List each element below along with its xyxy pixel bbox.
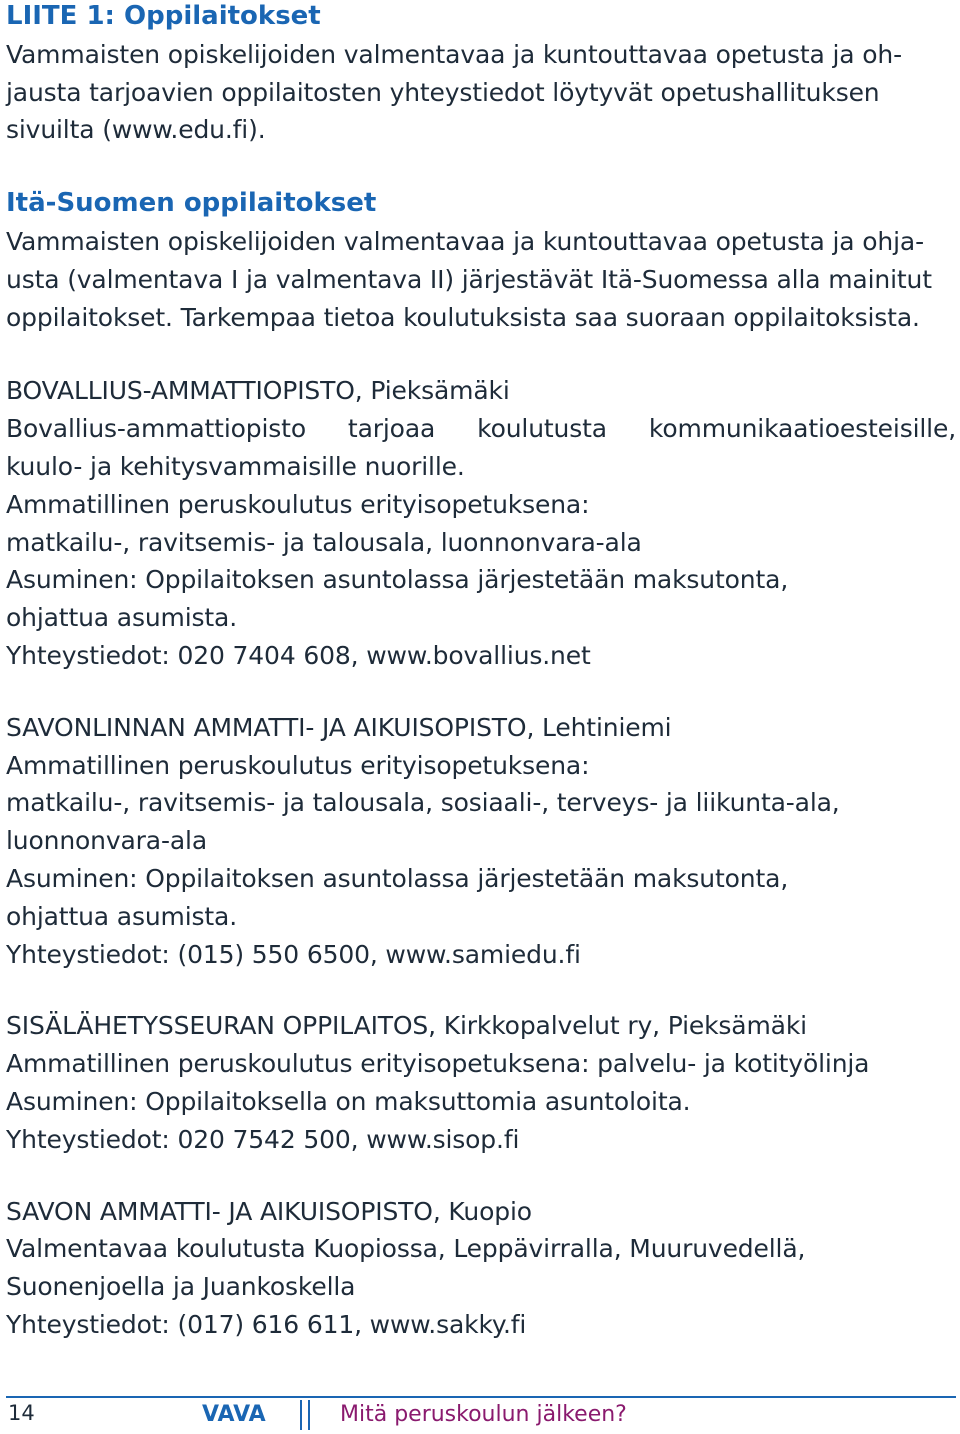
school-block-sisalahetysseura (6, 1007, 956, 1158)
footer-divider (300, 1400, 302, 1430)
region-line-2: usta (valmentava I ja valmentava II) järjestävät Itä-Suomessa alla mainitut (6, 264, 932, 294)
spacer (6, 336, 956, 372)
school-line: Suonenjoella ja Juankoskella (6, 1272, 356, 1302)
school-line: ohjattua asumista. (6, 901, 238, 931)
footer-divider (308, 1400, 310, 1430)
school-line: Bovallius-ammattiopisto tarjoaa koulutusta kommunikaatioesteisille, (6, 414, 956, 444)
school-contact: Yhteystiedot: 020 7404 608, www.bovallius.net (6, 640, 591, 670)
school-name: SISÄLÄHETYSSEURAN OPPILAITOS, Kirkkopalvelut ry, Pieksämäki (6, 1011, 807, 1041)
footer-subtitle: Mitä peruskoulun jälkeen? (340, 1402, 627, 1427)
school-name: SAVONLINNAN AMMATTI- JA AIKUISOPISTO, Lehtiniemi (6, 712, 672, 742)
school-line: Ammatillinen peruskoulutus erityisopetuksena: palvelu- ja kotityölinja (6, 1049, 870, 1079)
school-line: matkailu-, ravitsemis- ja talousala, sosiaali-, terveys- ja liikunta-ala, (6, 788, 840, 818)
school-line: Asuminen: Oppilaitoksella on maksuttomia asuntoloita. (6, 1086, 691, 1116)
spacer (6, 675, 956, 709)
document-page (6, 0, 956, 1344)
intro-line-3: sivuilta (www.edu.fi). (6, 115, 266, 145)
school-line: Asuminen: Oppilaitoksen asuntolassa järjestetään maksutonta, (6, 863, 789, 893)
school-contact: Yhteystiedot: (017) 616 611, www.sakky.fi (6, 1309, 527, 1339)
page-footer (0, 1396, 960, 1434)
school-line: Valmentavaa koulutusta Kuopiossa, Leppävirralla, Muuruvedellä, (6, 1234, 806, 1264)
region-line-1: Vammaisten opiskelijoiden valmentavaa ja kuntouttavaa opetusta ja ohja- (6, 226, 924, 256)
school-name: SAVON AMMATTI- JA AIKUISOPISTO, Kuopio (6, 1196, 532, 1226)
school-line: luonnonvara-ala (6, 826, 207, 856)
brand-logo-text: VAVA (202, 1402, 266, 1427)
region-line-3: oppilaitokset. Tarkempaa tietoa koulutuksista saa suoraan oppilaitoksista. (6, 302, 920, 332)
school-line: Ammatillinen peruskoulutus erityisopetuksena: (6, 750, 590, 780)
spacer (6, 973, 956, 1007)
spacer (6, 149, 956, 185)
intro-line-1: Vammaisten opiskelijoiden valmentavaa ja kuntouttavaa opetusta ja oh- (6, 39, 902, 69)
school-block-bovallius (6, 372, 956, 674)
school-line: Asuminen: Oppilaitoksen asuntolassa järjestetään maksutonta, (6, 565, 789, 595)
school-line: kuulo- ja kehitysvammaisille nuorille. (6, 451, 465, 481)
region-heading: Itä-Suomen oppilaitokset (6, 188, 377, 219)
school-line: ohjattua asumista. (6, 603, 238, 633)
school-contact: Yhteystiedot: 020 7542 500, www.sisop.fi (6, 1124, 520, 1154)
school-contact: Yhteystiedot: (015) 550 6500, www.samiedu.fi (6, 939, 581, 969)
footer-rule (6, 1396, 956, 1398)
intro-line-2: jausta tarjoavien oppilaitosten yhteystiedot löytyvät opetushallituksen (6, 77, 880, 107)
school-line: matkailu-, ravitsemis- ja talousala, luonnonvara-ala (6, 527, 642, 557)
school-line: Ammatillinen peruskoulutus erityisopetuksena: (6, 489, 590, 519)
school-block-savon (6, 1193, 956, 1344)
spacer (6, 1159, 956, 1193)
page-number: 14 (8, 1401, 35, 1425)
school-name: BOVALLIUS-AMMATTIOPISTO, Pieksämäki (6, 376, 510, 406)
page-heading: LIITE 1: Oppilaitokset (6, 1, 321, 31)
school-block-savonlinna (6, 709, 956, 974)
